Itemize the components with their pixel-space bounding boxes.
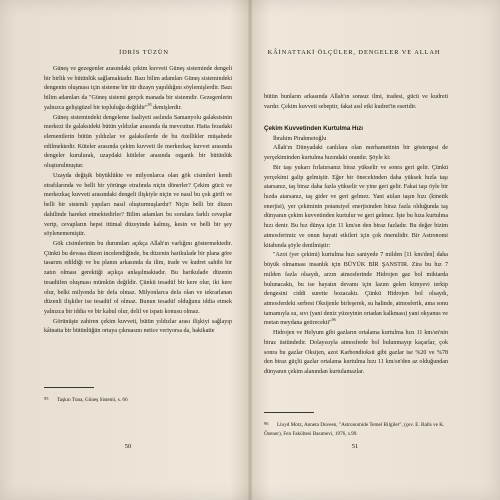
paragraph: Gök cisimlerinin bu durumları açıkça Allah'ın varlığını göstermektedir. Çünkü bu devasa düzen incelendiğinde, bu düzenin harikulade bir plana göre tasarım edildiği ve bu planın arkasında da ilim, irade ve kudret sahibi bir zatın olması gerektiği açıkça anlaşılmaktadır. Bu harikulade düzenin tesadüfen oluşması mümkün değildir. Çünkü tesadüf bir kere olur, iki kere olur, belki milyonda bir defa olmaz. Milyonlarca defa olan ve tekrarlanan düzenli ilişkiler ise tesadüf ol olmaz. Bunun tesadüf olduğunu iddia etmek yalnızca bir iddia ve bir kabul olur, delil ve ispatı konusu olmaz. — [44, 240, 232, 315]
footnote-ref: 95 — [147, 101, 152, 107]
footnote-divider — [264, 412, 314, 413]
footnote-ref: 96 — [331, 317, 336, 323]
footnote-number: 96 — [264, 421, 269, 426]
right-footnote — [264, 420, 448, 438]
paragraph: Güneş sistemindeki dengeleme faaliyeti asılında Samanyolu galaksisinin merkezi ile galaksideki bütün yıldızlar arasında da mevcuttur. Hatta fezadaki elementlerin bütün yıldızlar ve galaksilerde de bu özellikler müşahede edilmektedir. Küteler arasında çekim kuvveti ile merkezkaç kuvvet arasında dengeler kurulurak, uzaydaki kütleler arasında organik bir bütünlük oluşturulmuştur. — [44, 114, 232, 170]
right-page — [250, 0, 500, 500]
section-author: İbrahim Pirahmetoğlu — [273, 136, 327, 143]
right-page-number: 51 — [351, 443, 359, 450]
footnote-number: 95 — [44, 396, 49, 401]
left-footnote — [44, 395, 234, 405]
left-body-text — [44, 65, 232, 337]
paragraph: bütün bunların arkasında Allah'ın sonsuz ilmi, iradesi, gücü ve kudreti vardır. Çekim kuvveti sebeptir, fakat asıl etki kudret'in eseridir. — [264, 94, 448, 110]
paragraph: Hidrojen ve Helyum gibi gazların ortalama kurtulma hızı 11 km/sn'nin biraz üstündedir. Dolayısıyla atmosferde bol bulunmayıp kaçarlar, çok sonra bu gazlar Oksijen, azot Karbondioksit gibi gazlar ise %20 ve %78 den biraz güçlü gazlar ortalama kurtulma hızı 11 km/sn'den az olduğundan dünyanın çekim alanından kurtulamazlar. — [264, 330, 448, 375]
left-running-header: İDRİS TÜZÜN — [119, 49, 169, 56]
paragraph: "Azot (yer çekimi) kurtulma hızı saniyede 7 milden [11 km/den] daha büyük olmaması insanlık için BÜYÜK BİR ŞANSTIR. Zira bu hız 7 milden fazla olsaydı, arzın atmosferinde Hidrojen gaz bol miktarda bulunacaktı, bu ise hayatın devamı için lazım gelen kimyevi terkip dengesini ciddi surette bozacaktı. Çünkü Hidrojen bol olsaydı, atmosferdeki serbest Oksijenle birleşerek, su halinde, atmosferik, ama sonu tamamıyla su, sıvı (yani deniz yüzeyinin ortadan kalkması) yani okyanus ve metan meydana getirecekti"$^{96}$ — [264, 252, 448, 327]
left-page-number: 50 — [124, 443, 132, 450]
paragraph: Allah'ın Dünyadaki canlılara olan merhametinin bir göstergesi de yerçekiminden kurtulma hızındaki orandır. Şöyle ki: — [264, 145, 448, 162]
right-body-text — [264, 93, 448, 378]
footnote-divider — [44, 387, 94, 388]
paragraph: Bir taşı yukarı fırlatırsanız biraz yükselir ve sonra geri gelir. Çünkü yerçekimi galip gelmiştir. Eğer bir önecekinden daha yüksek hızla taşı atarsanız, taş biraz daha fazla yükselir ve yine geri gelir. Fakat taşı öyle bir hızda atarsanız, taş gider ve geri gelmez. Yani atılan taşın hızı (kinetik enerjisi), yer çekiminin potansiyel enerjisinden biraz fazla olduğunda taş dünyanın çekim kuvvetinden kurtulur ve geri gelmez. İşte bu hıza kurtulma hızı denir. Bu hız dünya için 11 km/sn den biraz fazladır. Bu değer bizim atmosferimiz ve onun hayati etkileri için çok önemlidir. Bir Astronomi kitabında şöyle denilmiştir: — [264, 164, 448, 249]
paragraph: Görünüşte zahiren çekim kuvveti, bütün yıldızlar arası ilişkiyi sağlayıp kâinatta bir bütünlüğün ortaya çıkmasını netice veriyorsa da, hakikatte — [44, 318, 232, 335]
right-running-header: KÂİNATTAKİ ÖLÇÜLER, DENGELER VE ALLAH — [267, 49, 441, 56]
section-heading: Çekim Kuvvetinden Kurtulma Hızı — [264, 125, 364, 133]
paragraph: Güneş ve gezegenler arasındaki çekim kuvveti Güneş sisteminde dengeli bir birlik ve bütünlük sağlamaktadır. Bazı bilim adamları Güneş sistemindeki dengenin oluşması için sisteme bir tür dizayn yapıldığını söylemişlerdir. Bazı bilim adamları da "Güneş sistemi gerçek manada bir sistemdir. Gezegenlerin yalnızca gelişigüzel bir topluluğu değildir"$^{95}$ demişlerdir. — [44, 66, 232, 111]
footnote-text: Lloyd Motz, Anneta Duveen, "Astronomide Temel Bilgiler", (çev. E. Balls ve K. Özener), Fen Fakültesi Basımevi, 1976, s.99. — [264, 422, 445, 437]
paragraph: Uzayda değişik büyüklükte ve milyonlarca olan gök cisimleri kendi etrafılarında ve belli bir yörünge etrafında niçin dönerler? Çekim gücü ve merkezkaç kuvveti arasındaki dengeli ilişkiyle niçin ve nasıl bu çok girift ve belli bir sistemli yapıları nasıl oluşturmuşlardır? Niçin belli bir düzen dahilinde hareket etmektedirler? Bilim adamları bu sorulara farklı cevaplar verip, cevapların hepsi ittimal düzeyinde kalmış, kesin ve belli bir şey söylenememiştir. — [44, 172, 232, 238]
footnote-text: Taşkın Tuna, Güneş Sistemi, s. 66 — [57, 397, 128, 403]
